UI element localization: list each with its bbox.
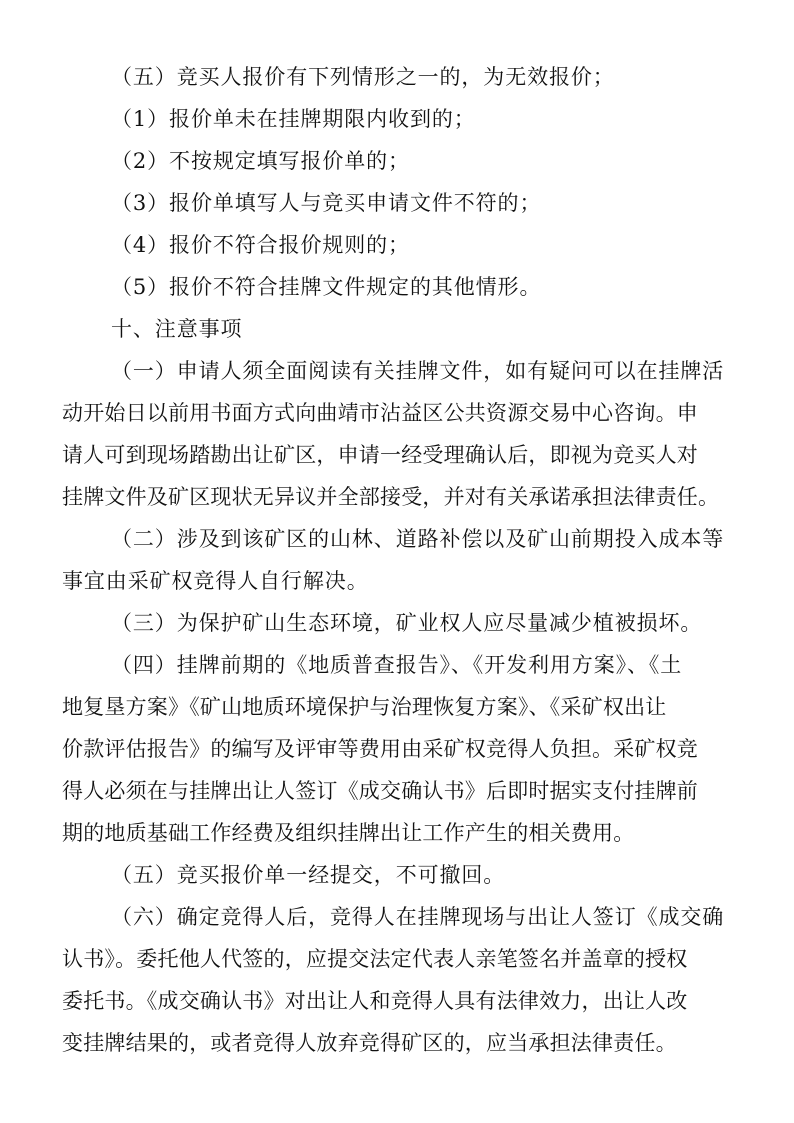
note-1-line-1: （一）申请人须全面阅读有关挂牌文件，如有疑问可以在挂牌活: [111, 359, 725, 383]
note-6-line-3: 委托书。《成交确认书》对出让人和竞得人具有法律效力，出让人改: [62, 989, 688, 1013]
note-4-line-2: 地复垦方案》《矿山地质环境保护与治理恢复方案》、《采矿权出让: [62, 695, 667, 719]
note-6-line-2: 认书》。委托他人代签的，应提交法定代表人亲笔签名并盖章的授权: [62, 947, 688, 971]
note-2-line-1: （二）涉及到该矿区的山林、道路补偿以及矿山前期投入成本等: [111, 527, 725, 551]
note-4-line-4: 得人必须在与挂牌出让人签订《成交确认书》后即时据实支付挂牌前: [62, 779, 698, 803]
note-2-line-2: 事宜由采矿权竞得人自行解决。: [62, 569, 369, 593]
note-6-line-4: 变挂牌结果的，或者竞得人放弃竞得矿区的，应当承担法律责任。: [62, 1031, 677, 1055]
clause-5-item-4: （4）报价不符合报价规则的；: [111, 233, 410, 257]
section-10-heading: 十、注意事项: [111, 317, 243, 341]
note-4-line-1: （四）挂牌前期的《地质普查报告》、《开发利用方案》、《土: [111, 653, 683, 677]
note-3-line-1: （三）为保护矿山生态环境，矿业权人应尽量减少植被损坏。: [111, 611, 703, 635]
clause-5-heading: （五）竞买人报价有下列情形之一的，为无效报价；: [111, 65, 615, 89]
note-5-line-1: （五）竞买报价单一经提交，不可撤回。: [111, 863, 506, 887]
note-1-line-4: 挂牌文件及矿区现状无异议并全部接受，并对有关承诺承担法律责任。: [62, 485, 720, 509]
note-4-line-3: 价款评估报告》的编写及评审等费用由采矿权竞得人负担。采矿权竞: [62, 737, 698, 761]
note-4-line-5: 期的地质基础工作经费及组织挂牌出让工作产生的相关费用。: [62, 821, 635, 845]
note-6-line-1: （六）确定竞得人后，竞得人在挂牌现场与出让人签订《成交确: [111, 905, 725, 929]
clause-5-item-1: （1）报价单未在挂牌期限内收到的；: [111, 107, 476, 131]
clause-5-item-2: （2）不按规定填写报价单的；: [111, 149, 410, 173]
note-1-line-2: 动开始日以前用书面方式向曲靖市沾益区公共资源交易中心咨询。申: [62, 401, 698, 425]
clause-5-item-5: （5）报价不符合挂牌文件规定的其他情形。: [111, 275, 542, 299]
clause-5-item-3: （3）报价单填写人与竞买申请文件不符的；: [111, 191, 542, 215]
note-1-line-3: 请人可到现场踏勘出让矿区，申请一经受理确认后，即视为竞买人对: [62, 443, 698, 467]
